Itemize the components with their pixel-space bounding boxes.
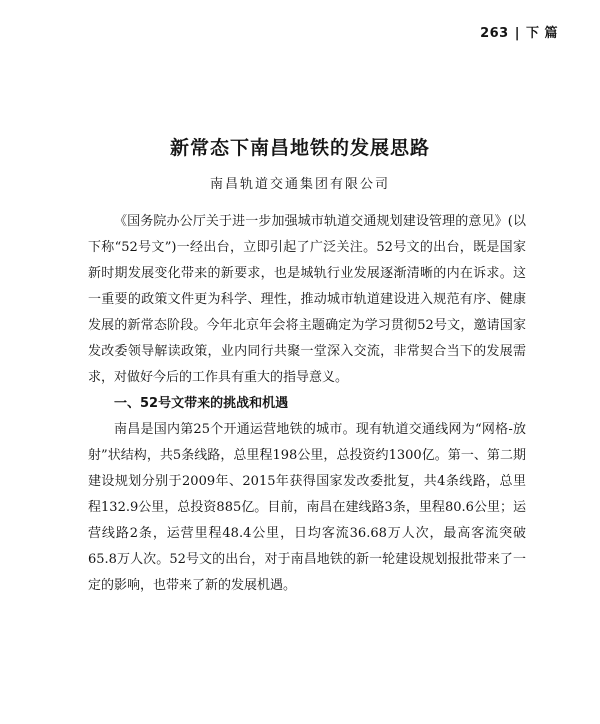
article-body: [88, 209, 526, 599]
paragraph: 南昌是国内第25个开通运营地铁的城市。现有轨道交通线网为“网格-放射”状结构，共5条线路，总里程198公里，总投资约1300亿。第一、第二期建设规划分别于2009年、2015年获得国家发改委批复，共4条线路，总里程132.9公里，总投资885亿。目前，南昌在建线路3条，里程80.6公里；运营线路2条，运营里程48.4公里，日均客流36.68万人次，最高客流突破65.8万人次。52号文的出台，对于南昌地铁的新一轮建设规划报批带来了一定的影响，也带来了新的发展机遇。: [88, 422, 526, 593]
part-label: 下 篇: [525, 26, 558, 41]
page-number: 263: [480, 26, 509, 41]
running-header: [480, 22, 558, 41]
article-author: 南昌轨道交通集团有限公司: [209, 177, 390, 192]
section-heading: 一、52号文带来的挑战和机遇: [114, 396, 289, 411]
header-separator: |: [514, 26, 520, 41]
paragraph: 《国务院办公厅关于进一步加强城市轨道交通规划建设管理的意见》(以下称“52号文”)一经出台，立即引起了广泛关注。52号文的出台，既是国家新时期发展变化带来的新要求，也是城轨行业发展逐渐清晰的内在诉求。这一重要的政策文件更为科学、理性，推动城市轨道建设进入规范有序、健康发展的新常态阶段。今年北京年会将主题确定为学习贯彻52号文，邀请国家发改委领导解读政策，业内同行共聚一堂深入交流，非常契合当下的发展需求，对做好今后的工作具有重大的指导意义。: [88, 214, 526, 385]
article-title: 新常态下南昌地铁的发展思路: [169, 137, 430, 159]
